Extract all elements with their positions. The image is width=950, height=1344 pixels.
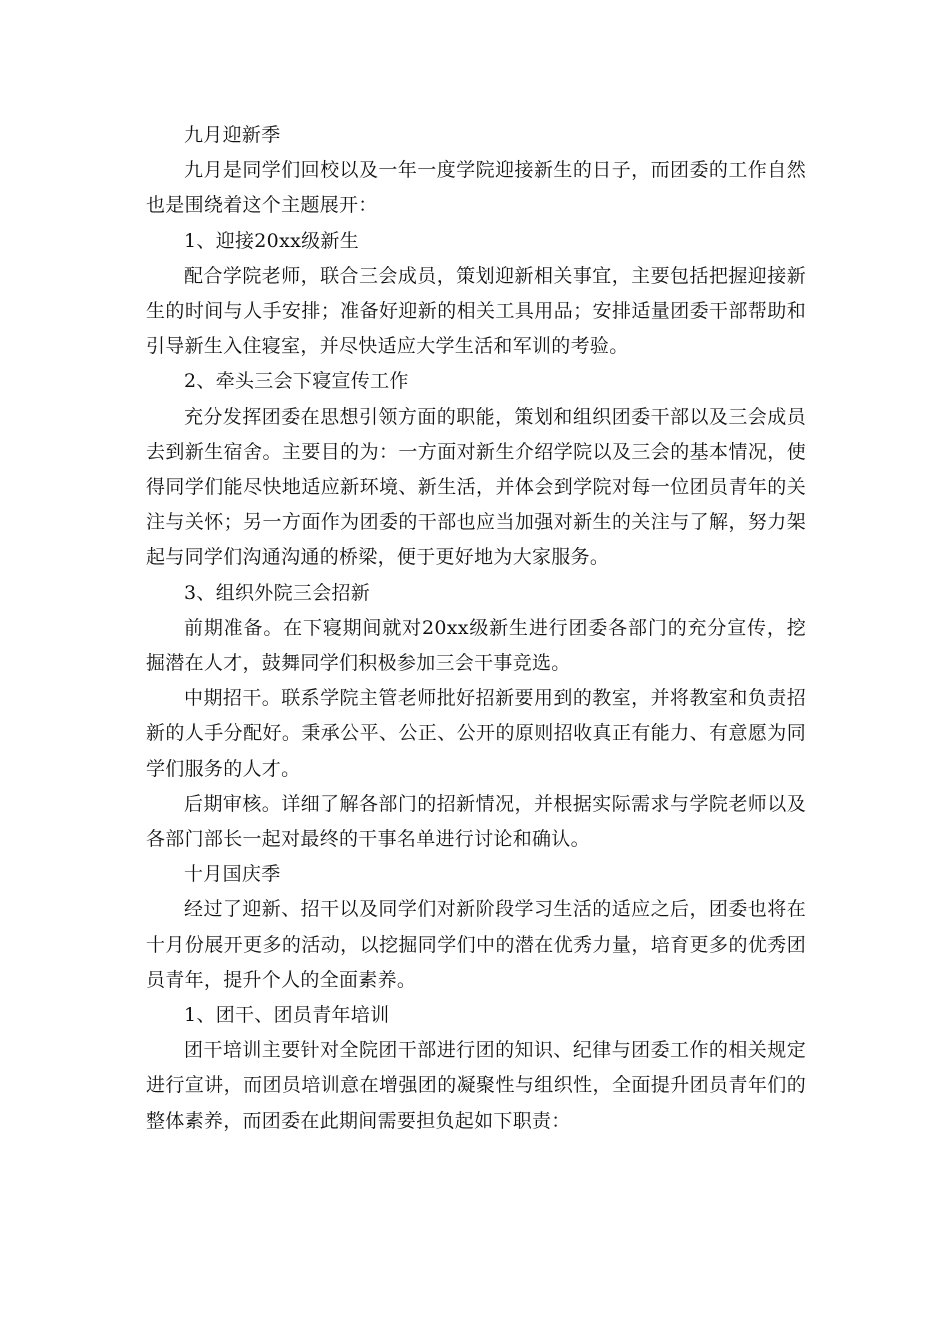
paragraph-recruitment-preparation: 前期准备。在下寝期间就对20xx级新生进行团委各部门的充分宣传，挖掘潜在人才，鼓舞同学们积极参加三会干事竞选。 bbox=[146, 616, 806, 675]
paragraph-training: 团干培训主要针对全院团干部进行团的知识、纪律与团委工作的相关规定进行宣讲，而团员培训意在增强团的凝聚性与组织性，全面提升团员青年们的整体素养，而团委在此期间需要担负起如下职责： bbox=[146, 1039, 806, 1132]
item-heading-recruitment: 3、组织外院三会招新 bbox=[184, 581, 371, 604]
paragraph-dorm-publicity: 充分发挥团委在思想引领方面的职能，策划和组织团委干部以及三会成员去到新生宿舍。主要目的为：一方面对新生介绍学院以及三会的基本情况，使得同学们能尽快地适应新环境、新生活，并体会到学院对每一位团员青年的关注与关怀；另一方面作为团委的干部也应当加强对新生的关注与了解，努力架起与同学们沟通沟通的桥梁，便于更好地为大家服务。 bbox=[146, 405, 806, 569]
paragraph-intro-september: 九月是同学们回校以及一年一度学院迎接新生的日子，而团委的工作自然也是围绕着这个主题展开： bbox=[146, 159, 806, 217]
section-heading-september: 九月迎新季 bbox=[184, 124, 281, 146]
paragraph-welcome-freshmen: 配合学院老师，联合三会成员，策划迎新相关事宜，主要包括把握迎接新生的时间与人手安排；准备好迎新的相关工具用品；安排适量团委干部帮助和引导新生入住寝室，并尽快适应大学生活和军训的考验。 bbox=[146, 264, 806, 358]
document-body bbox=[146, 118, 806, 1139]
paragraph-intro-october: 经过了迎新、招干以及同学们对新阶段学习生活的适应之后，团委也将在十月份展开更多的活动，以挖掘同学们中的潜在优秀力量，培育更多的优秀团员青年，提升个人的全面素养。 bbox=[146, 898, 806, 991]
paragraph-recruitment-middle: 中期招干。联系学院主管老师批好招新要用到的教室，并将教室和负责招新的人手分配好。秉承公平、公正、公开的原则招收真正有能力、有意愿为同学们服务的人才。 bbox=[146, 687, 806, 780]
section-heading-october: 十月国庆季 bbox=[184, 863, 281, 886]
item-heading-welcome-freshmen: 1、迎接20xx级新生 bbox=[184, 229, 359, 252]
item-heading-dorm-publicity: 2、牵头三会下寝宣传工作 bbox=[184, 370, 409, 393]
item-heading-training: 1、团干、团员青年培训 bbox=[184, 1004, 390, 1027]
paragraph-recruitment-review: 后期审核。详细了解各部门的招新情况，并根据实际需求与学院老师以及各部门部长一起对最终的干事名单进行讨论和确认。 bbox=[146, 792, 806, 851]
